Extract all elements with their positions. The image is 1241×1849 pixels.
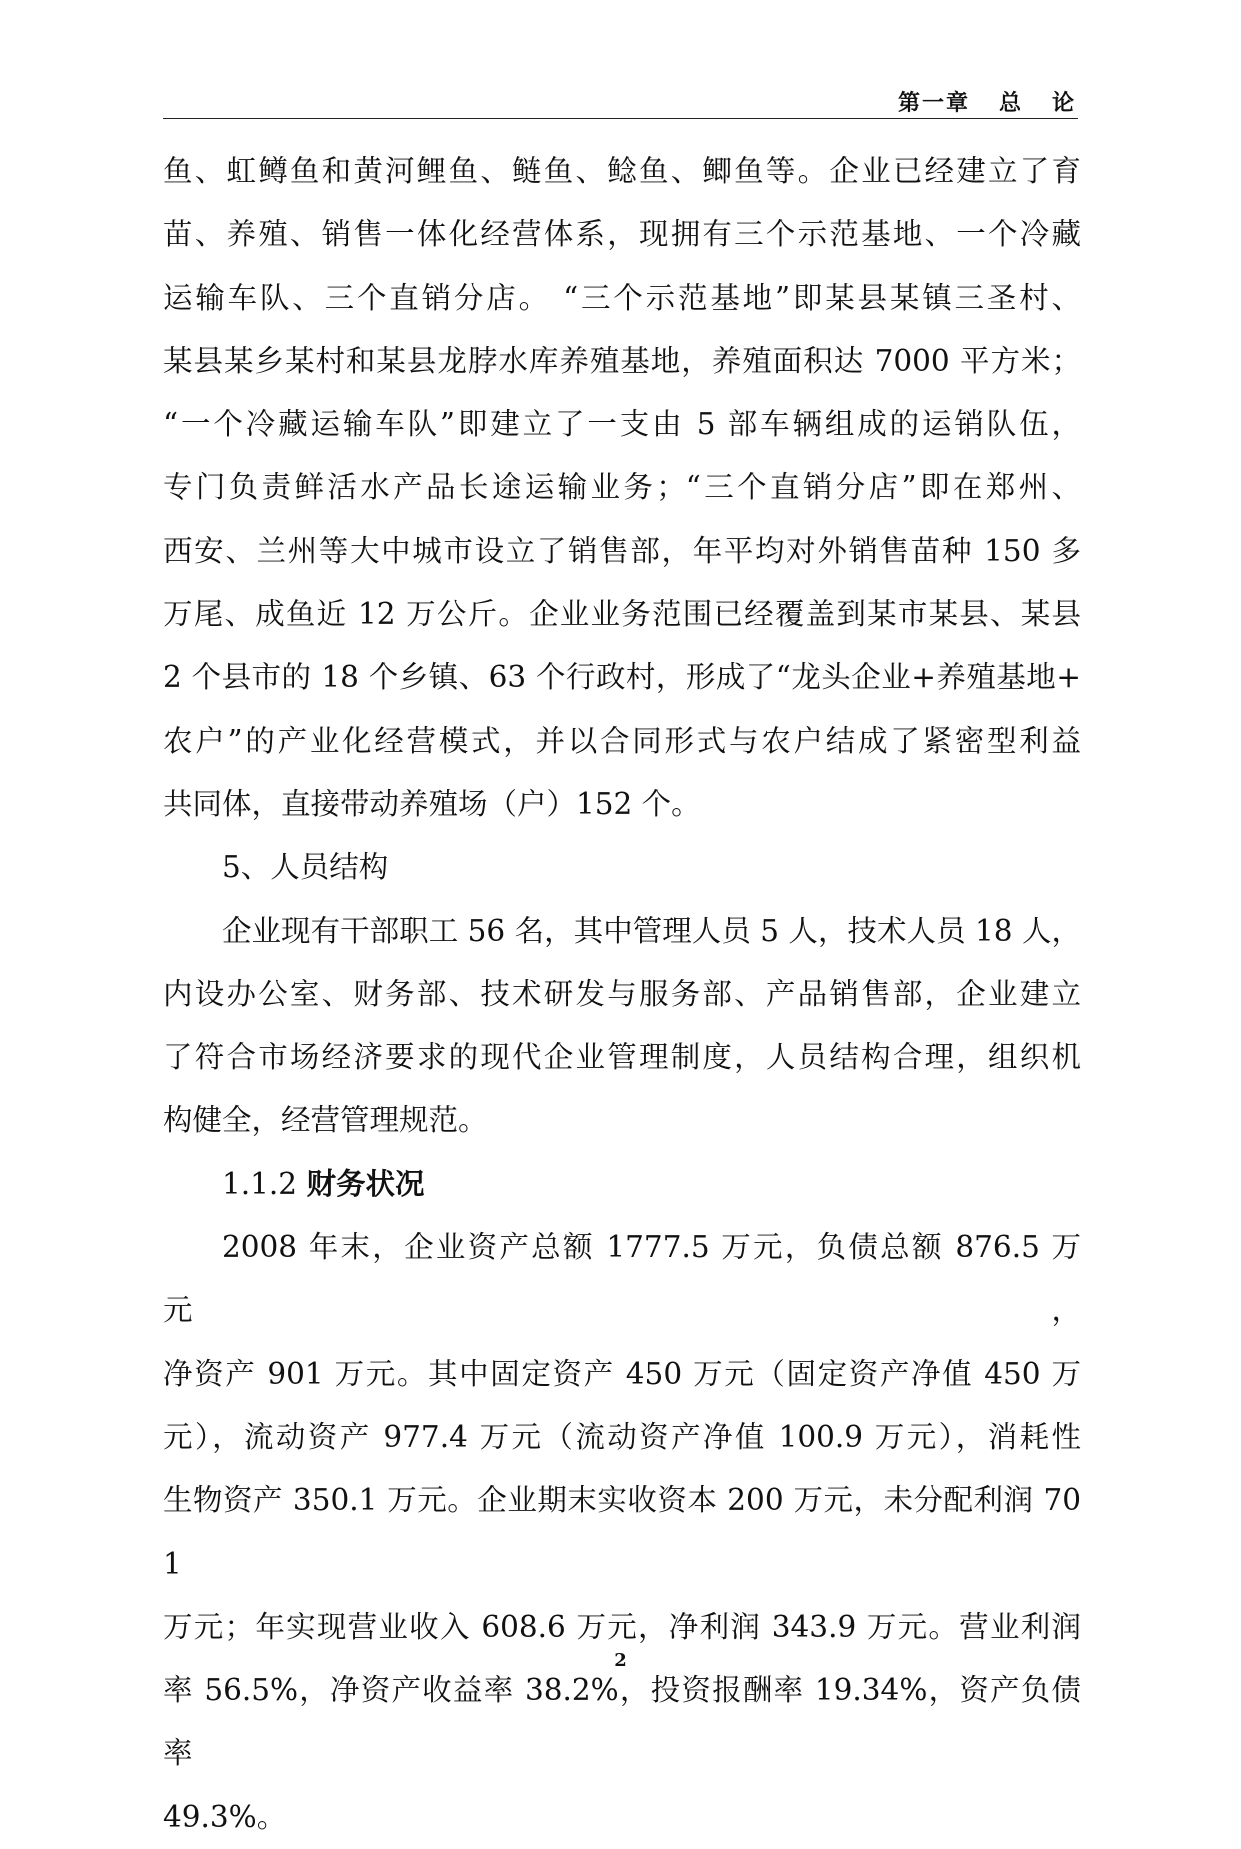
body-line: 内设办公室、财务部、技术研发与服务部、产品销售部，企业建立 xyxy=(163,976,1081,1011)
body-line: 2 个县市的 18 个乡镇、63 个行政村，形成了“龙头企业+养殖基地+ xyxy=(163,660,1081,695)
section-heading-staff: 5、人员结构 xyxy=(222,850,389,885)
subsection-heading-finance xyxy=(163,1153,1081,1216)
body-line: 运输车队、三个直销分店。 “三个示范基地”即某县某镇三圣村、 xyxy=(163,280,1081,315)
body-line: 苗、养殖、销售一体化经营体系，现拥有三个示范基地、一个冷藏 xyxy=(163,217,1081,252)
body-line: 万尾、成鱼近 12 万公斤。企业业务范围已经覆盖到某市某县、某县 xyxy=(163,597,1081,632)
body-line: 生物资产 350.1 万元。企业期末实收资本 200 万元，未分配利润 701 xyxy=(163,1483,1081,1581)
body-line: 鱼、虹鳟鱼和黄河鲤鱼、鲢鱼、鲶鱼、鲫鱼等。企业已经建立了育 xyxy=(163,154,1081,188)
body-line: 构健全，经营管理规范。 xyxy=(163,1103,488,1138)
body-line: 率 56.5%，净资产收益率 38.2%，投资报酬率 19.34%，资产负债率 xyxy=(163,1673,1081,1771)
body-line: 西安、兰州等大中城市设立了销售部，年平均对外销售苗种 150 多 xyxy=(163,533,1081,568)
subsection-title: 财务状况 xyxy=(306,1166,425,1201)
body-line: 万元；年实现营业收入 608.6 万元，净利润 343.9 万元。营业利润 xyxy=(163,1609,1081,1644)
page-header xyxy=(163,86,1078,119)
body-line: 元），流动资产 977.4 万元（流动资产净值 100.9 万元），消耗性 xyxy=(163,1419,1081,1454)
body-line: 了符合市场经济要求的现代企业管理制度，人员结构合理，组织机 xyxy=(163,1040,1081,1075)
document-body xyxy=(163,140,1081,1849)
body-line: “一个冷藏运输车队”即建立了一支由 5 部车辆组成的运销队伍， xyxy=(163,407,1081,442)
subsection-number: 1.1.2 xyxy=(222,1166,298,1201)
body-line: 2008 年末，企业资产总额 1777.5 万元，负债总额 876.5 万元， xyxy=(163,1230,1081,1328)
body-line: 企业现有干部职工 56 名，其中管理人员 5 人，技术人员 18 人， xyxy=(222,913,1081,948)
body-line: 某县某乡某村和某县龙脖水库养殖基地，养殖面积达 7000 平方米； xyxy=(163,343,1081,378)
page-number: 2 xyxy=(614,1650,627,1671)
body-line: 农户”的产业化经营模式，并以合同形式与农户结成了紧密型利益 xyxy=(163,723,1081,758)
body-line: 专门负责鲜活水产品长途运输业务；“三个直销分店”即在郑州、 xyxy=(163,470,1081,505)
body-line: 净资产 901 万元。其中固定资产 450 万元（固定资产净值 450 万 xyxy=(163,1356,1081,1391)
body-line: 49.3%。 xyxy=(163,1799,287,1834)
body-line: 共同体，直接带动养殖场（户）152 个。 xyxy=(163,786,701,821)
chapter-title: 第一章 总 论 xyxy=(898,91,1076,116)
